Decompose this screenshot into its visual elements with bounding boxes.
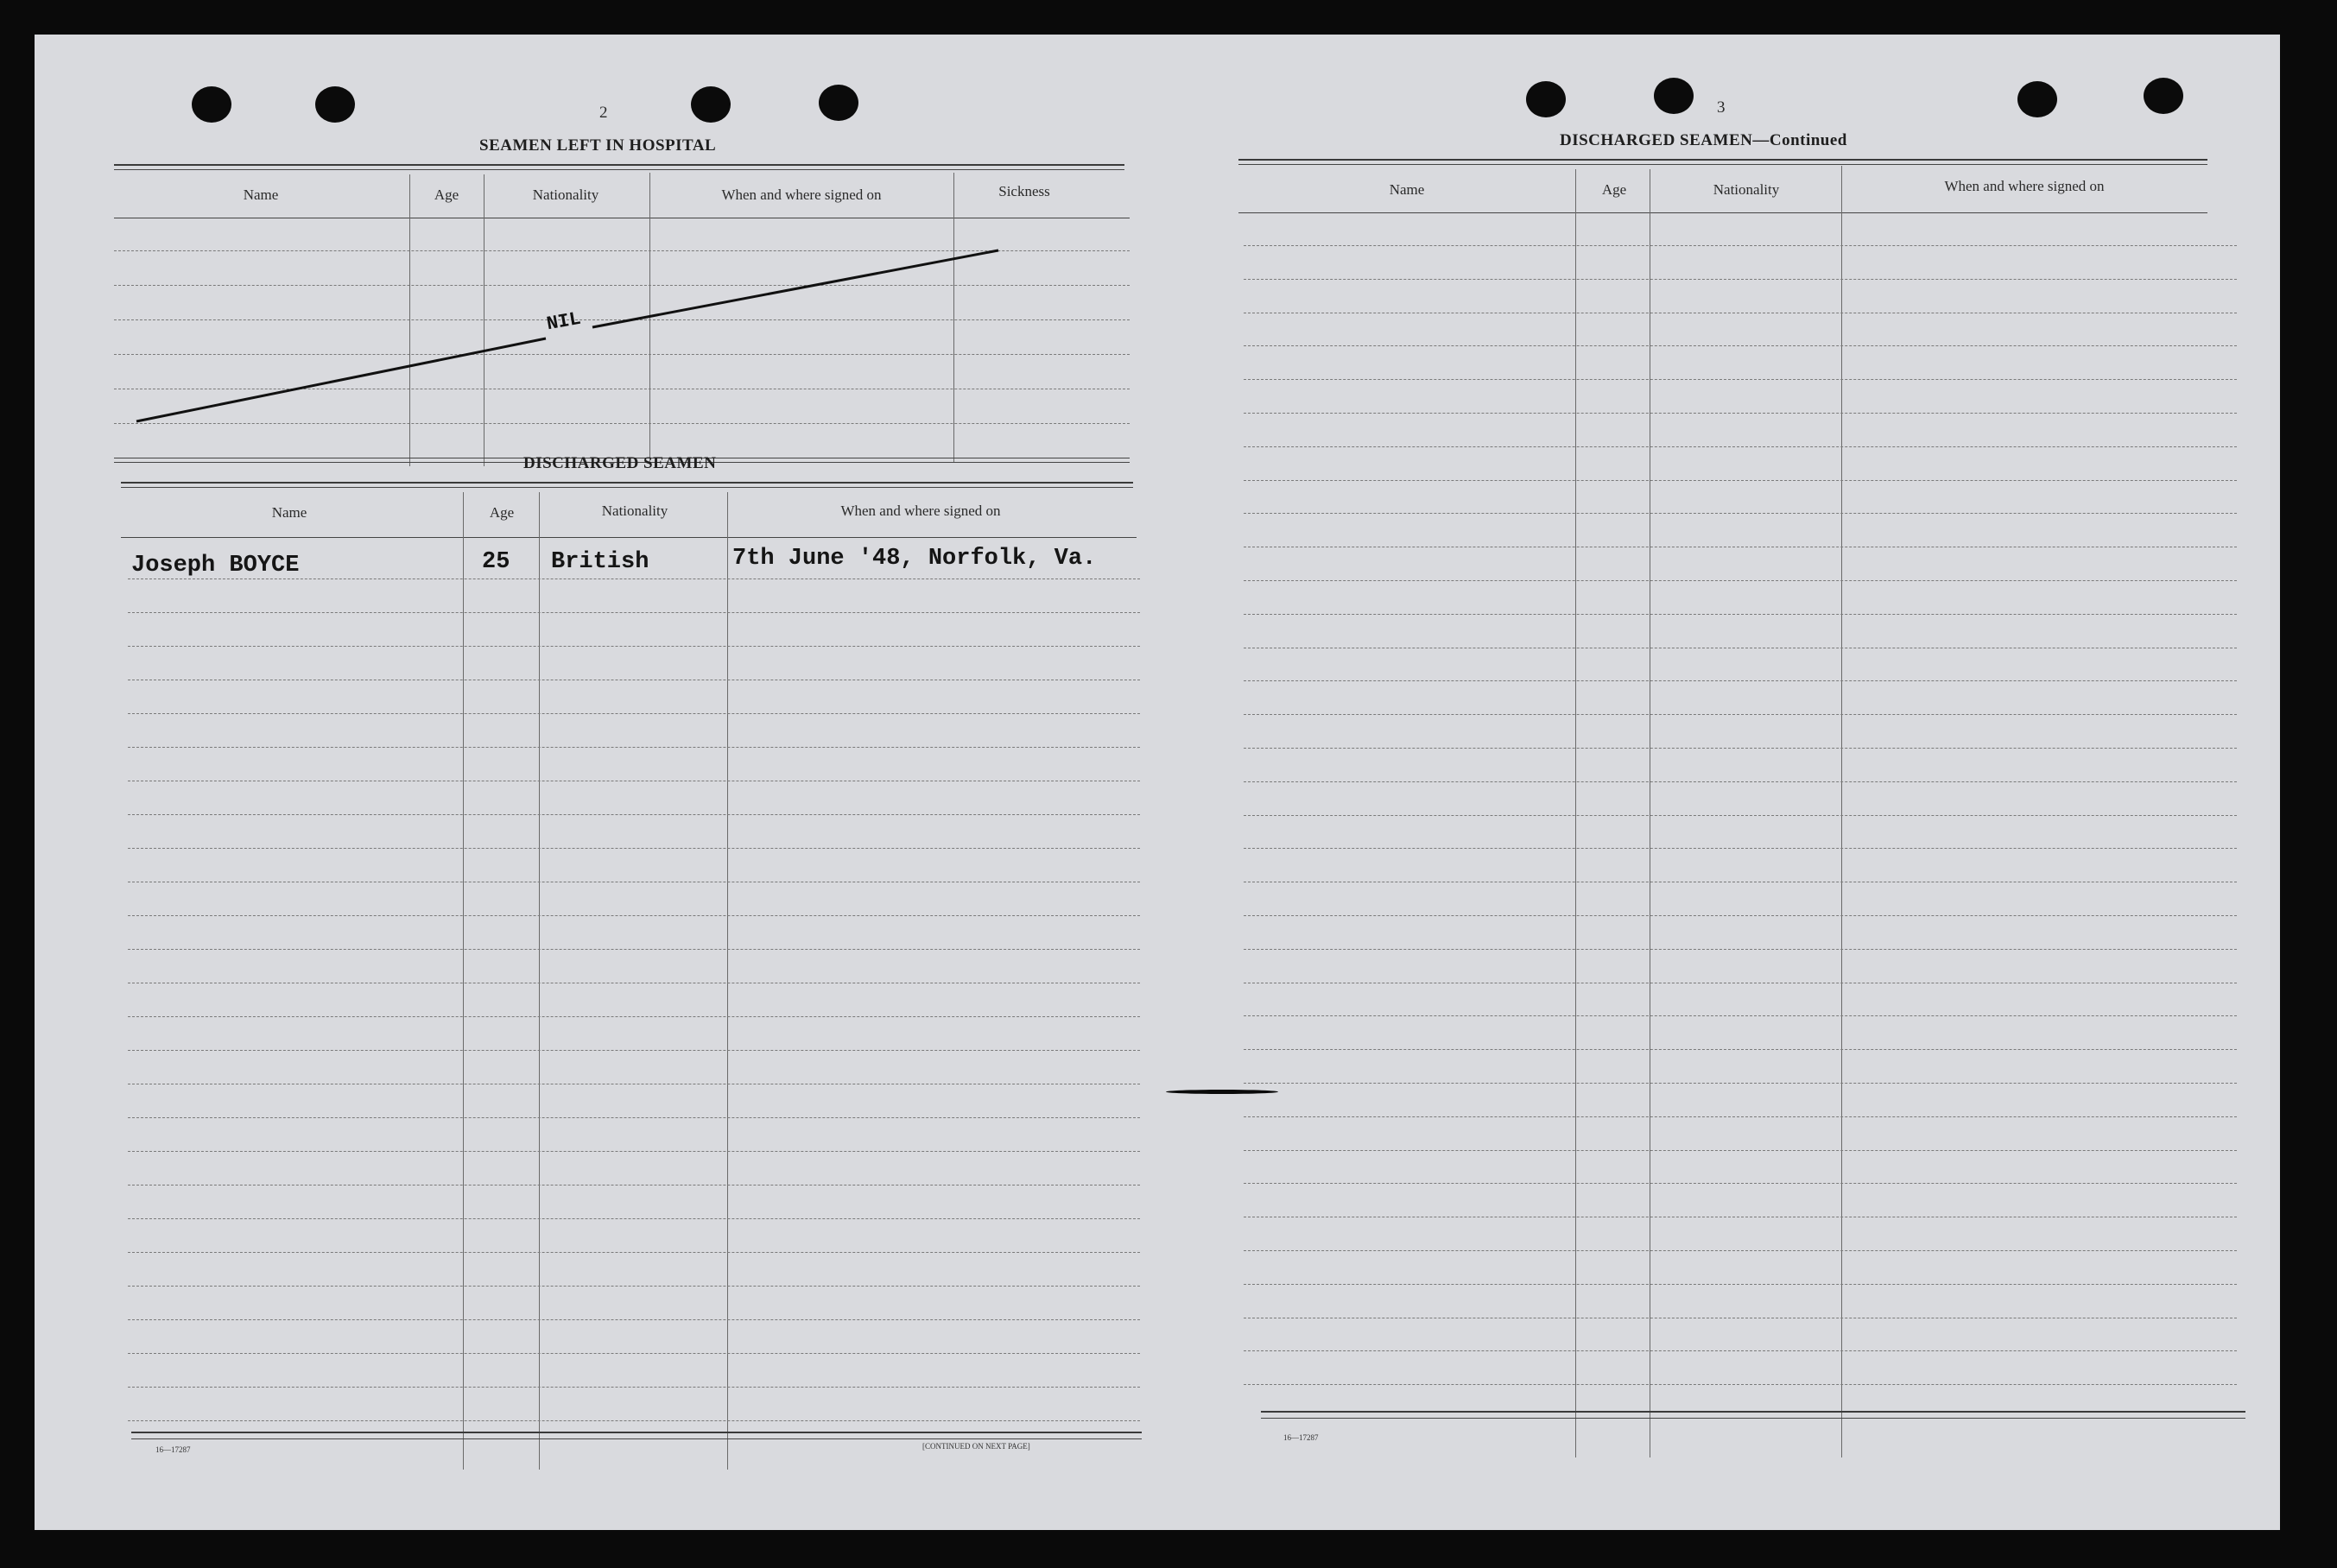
entry-line	[1244, 680, 2237, 681]
punch-hole	[2017, 81, 2057, 117]
entry-line	[1244, 446, 2237, 447]
entry-line	[1244, 1284, 2237, 1285]
entry-line	[1244, 1350, 2237, 1351]
entry-line	[1244, 1150, 2237, 1151]
rule	[1261, 1418, 2245, 1419]
entry-line	[128, 612, 1140, 613]
entry-line	[1244, 1384, 2237, 1385]
nil-mark: NIL	[545, 307, 583, 336]
entry-line	[1244, 915, 2237, 916]
entry-line	[128, 1050, 1140, 1051]
title-suffix: —Continued	[1752, 131, 1847, 149]
entry-line	[128, 713, 1140, 714]
entry-line	[1244, 815, 2237, 816]
column-header-nationality: Nationality	[1713, 181, 1780, 198]
entry-line	[128, 1286, 1140, 1287]
entry-line	[1244, 379, 2237, 380]
hospital-section-title: SEAMEN LEFT IN HOSPITAL	[479, 136, 717, 155]
seaman-age: 25	[482, 549, 510, 575]
entry-line	[1244, 413, 2237, 414]
page-number: 3	[1717, 98, 1726, 117]
seaman-nationality: British	[551, 549, 649, 575]
column-header-nationality: Nationality	[601, 503, 668, 519]
entry-line	[1244, 279, 2237, 280]
punch-hole	[1654, 78, 1694, 114]
entry-line	[128, 848, 1140, 849]
entry-line	[128, 646, 1140, 647]
form-number: 16—17287	[1283, 1433, 1319, 1442]
entry-line	[128, 1151, 1140, 1152]
rule	[121, 482, 1133, 484]
rule	[1238, 159, 2207, 161]
scan-artifact	[1166, 1090, 1278, 1094]
entry-line	[128, 1252, 1140, 1253]
column-header-name: Name	[1389, 181, 1425, 198]
entry-line	[1244, 949, 2237, 950]
seaman-name: Joseph BOYCE	[131, 553, 300, 579]
document-sheet	[35, 35, 2280, 1530]
punch-hole	[1526, 81, 1566, 117]
entry-line	[1244, 1049, 2237, 1050]
column-header-signed-on: When and where signed on	[721, 187, 882, 203]
rule	[131, 1438, 1142, 1439]
entry-line	[1244, 1015, 2237, 1016]
entry-line	[128, 915, 1140, 916]
entry-line	[128, 814, 1140, 815]
entry-line	[1244, 1250, 2237, 1251]
entry-line	[1244, 245, 2237, 246]
entry-line	[1244, 513, 2237, 514]
column-header-signed-on: When and where signed on	[840, 503, 1001, 519]
entry-line	[1244, 345, 2237, 346]
entry-line	[1244, 1116, 2237, 1117]
discharged-continued-title	[1560, 131, 1847, 150]
entry-line	[128, 1218, 1140, 1219]
entry-line	[1244, 748, 2237, 749]
column-header-name: Name	[271, 504, 307, 521]
rule	[121, 537, 1137, 538]
entry-line	[1244, 1083, 2237, 1084]
entry-line	[128, 1353, 1140, 1354]
entry-line	[128, 1016, 1140, 1017]
column-header-sickness: Sickness	[998, 183, 1050, 199]
discharged-section-title: DISCHARGED SEAMEN	[523, 454, 717, 472]
form-number: 16—17287	[155, 1445, 191, 1454]
rule	[1238, 164, 2207, 165]
column-header-age: Age	[489, 504, 515, 521]
entry-line	[128, 747, 1140, 748]
rule	[121, 487, 1133, 488]
entry-line	[128, 1420, 1140, 1421]
entry-line	[1244, 580, 2237, 581]
column-divider	[1575, 169, 1576, 1457]
rule	[1261, 1411, 2245, 1413]
column-header-age: Age	[1601, 181, 1627, 198]
column-divider	[539, 492, 540, 1470]
entry-line	[1244, 1183, 2237, 1184]
entry-line	[128, 1319, 1140, 1320]
rule	[1238, 212, 2207, 213]
column-header-nationality: Nationality	[532, 187, 599, 203]
nil-strike-line	[35, 35, 1157, 484]
entry-line	[128, 1387, 1140, 1388]
rule	[131, 1432, 1142, 1433]
column-header-signed-on: When and where signed on	[1944, 178, 2105, 194]
entry-line	[1244, 480, 2237, 481]
entry-line	[1244, 781, 2237, 782]
column-divider	[463, 492, 464, 1470]
punch-hole	[2144, 78, 2183, 114]
entry-line	[128, 1117, 1140, 1118]
column-header-age: Age	[434, 187, 459, 203]
page-number: 2	[599, 104, 608, 122]
continued-note: [CONTINUED ON NEXT PAGE]	[922, 1442, 1030, 1451]
entry-line	[1244, 714, 2237, 715]
entry-line	[1244, 614, 2237, 615]
column-header-name: Name	[243, 187, 279, 203]
entry-line	[1244, 848, 2237, 849]
entry-line	[128, 949, 1140, 950]
column-divider	[727, 492, 728, 1470]
title-main: DISCHARGED SEAMEN	[1560, 131, 1753, 149]
seaman-signed-on: 7th June '48, Norfolk, Va.	[732, 546, 1097, 572]
column-divider	[1841, 166, 1842, 1457]
